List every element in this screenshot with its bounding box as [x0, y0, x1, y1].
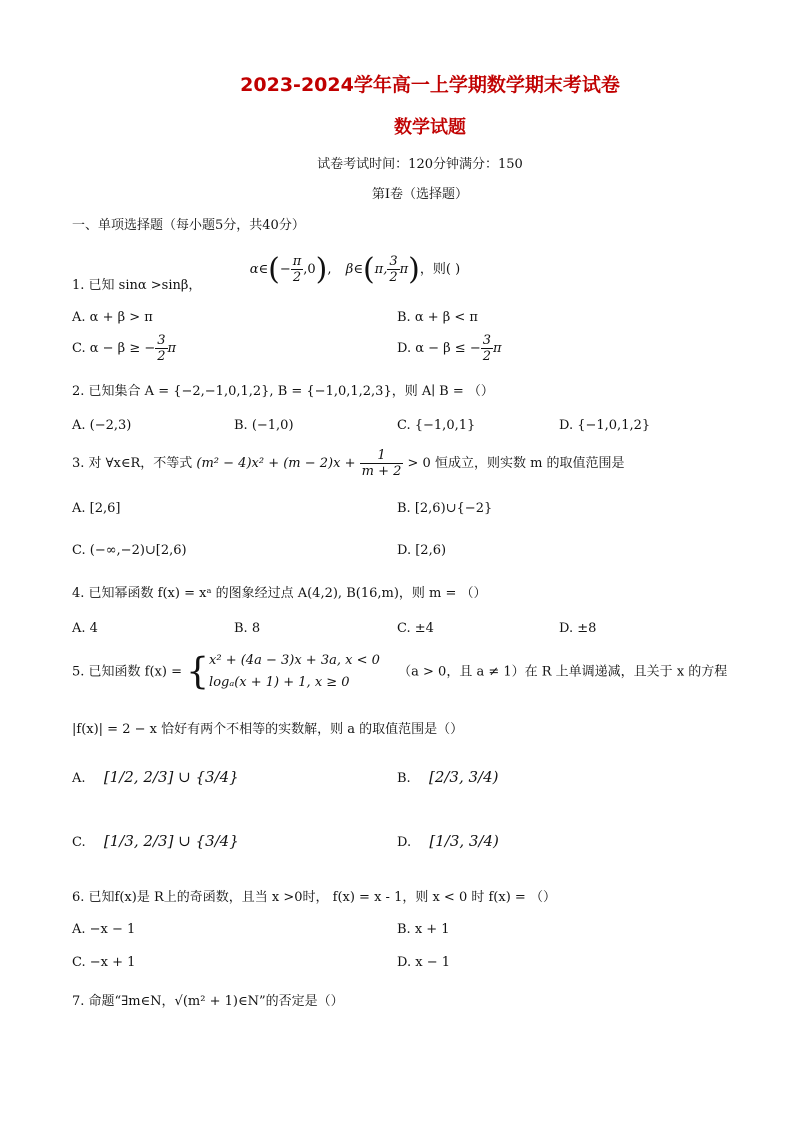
q2-option-a: A. (−2,3): [72, 418, 132, 433]
q3-option-b: B. [2,6)∪{−2}: [397, 501, 493, 516]
q3-option-a: A. [2,6]: [72, 501, 121, 516]
q4-option-d: D. ±8: [559, 621, 597, 636]
q6-option-d: D. x − 1: [397, 955, 450, 970]
q3-expression: (m² − 4)x² + (m − 2)x +: [196, 456, 356, 471]
section-heading: 一、单项选择题（每小题5分，共40分）: [72, 218, 305, 233]
q4-option-c: C. ±4: [397, 621, 434, 636]
q1-beta: β∈: [345, 262, 363, 277]
q2-option-c: C. {−1,0,1}: [397, 418, 476, 433]
question-3: 3. 对 ∀x∈R，不等式 (m² − 4)x² + (m − 2)x + $\frac{1}{m + 2}$ > 0 恒成立，则实数 m 的取值范围是: [72, 448, 625, 479]
q6-option-b: B. x + 1: [397, 922, 450, 937]
q1-stem-post: ，则( ): [419, 262, 461, 277]
q2-option-d: D. {−1,0,1,2}: [559, 418, 651, 433]
q1-alpha: α∈: [249, 262, 269, 277]
q5-option-c: C. [1/3, 2/3] ∪ {3/4}: [72, 832, 239, 850]
exam-title: 2023-2024学年高一上学期数学期末考试卷: [240, 74, 620, 96]
question-5-line-2: |f(x)| = 2 − x 恰好有两个不相等的实数解，则 a 的取值范围是（）: [72, 722, 464, 737]
q6-option-c: C. −x + 1: [72, 955, 136, 970]
question-7: 7. 命题“∃m∈N，√(m² + 1)∈N”的否定是（）: [72, 994, 344, 1009]
q5-option-b: B. [2/3, 3/4): [397, 768, 499, 786]
q1-stem-pre: 1. 已知 sinα >sinβ，: [72, 278, 202, 293]
q1-option-c: C. α − β ≥ − $\frac{3}{2}$ π: [72, 333, 177, 364]
exam-subtitle: 数学试题: [394, 117, 466, 138]
q1-option-b: B. α + β < π: [397, 310, 478, 325]
q5-piecewise: x² + (4a − 3)x + 3a, x < 0 logₐ(x + 1) + 1, x ≥ 0: [209, 653, 380, 690]
question-6: 6. 已知f(x)是 R上的奇函数，且当 x >0时， f(x) = x - 1，则 x < 0 时 f(x) = （）: [72, 890, 556, 905]
exam-info: 试卷考试时间：120分钟满分：150: [317, 157, 523, 172]
q1-beta-frac: $\frac{3}{2}$: [389, 254, 398, 285]
q5-option-a: A. [1/2, 2/3] ∪ {3/4}: [72, 768, 239, 786]
question-2: 2. 已知集合 A = {−2,−1,0,1,2}, B = {−1,0,1,2,3}，则 A∣ B = （）: [72, 384, 494, 399]
question-4: 4. 已知幂函数 f(x) = xᵃ 的图象经过点 A(4,2), B(16,m)，则 m = （）: [72, 586, 487, 601]
q4-option-a: A. 4: [72, 621, 98, 636]
q5-option-d: D. [1/3, 3/4): [397, 832, 499, 850]
q6-option-a: A. −x − 1: [72, 922, 136, 937]
q3-option-c: C. (−∞,−2)∪[2,6): [72, 543, 187, 558]
q1-option-a: A. α + β > π: [72, 310, 153, 325]
question-5: 5. 已知函数 f(x) = { x² + (4a − 3)x + 3a, x < 0 logₐ(x + 1) + 1, x ≥ 0 （a > 0，且 a ≠ 1）在 R 上单调递减，且关于 x 的方程: [72, 651, 728, 693]
q2-option-b: B. (−1,0): [234, 418, 294, 433]
q4-option-b: B. 8: [234, 621, 261, 636]
q3-option-d: D. [2,6): [397, 543, 447, 558]
q1-alpha-frac: $\frac{\pi}{2}$: [292, 254, 302, 285]
part-heading: 第I卷（选择题）: [371, 187, 469, 202]
q3-fraction: $\frac{1}{m + 2}$: [361, 448, 402, 479]
q1-option-d: D. α − β ≤ − $\frac{3}{2}$ π: [397, 333, 502, 364]
question-1: 1. 已知 sinα >sinβ， α∈(− $\frac{\pi}{2}$ ,0), β∈(π, $\frac{3}{2}$ π)，则( ): [72, 252, 461, 293]
